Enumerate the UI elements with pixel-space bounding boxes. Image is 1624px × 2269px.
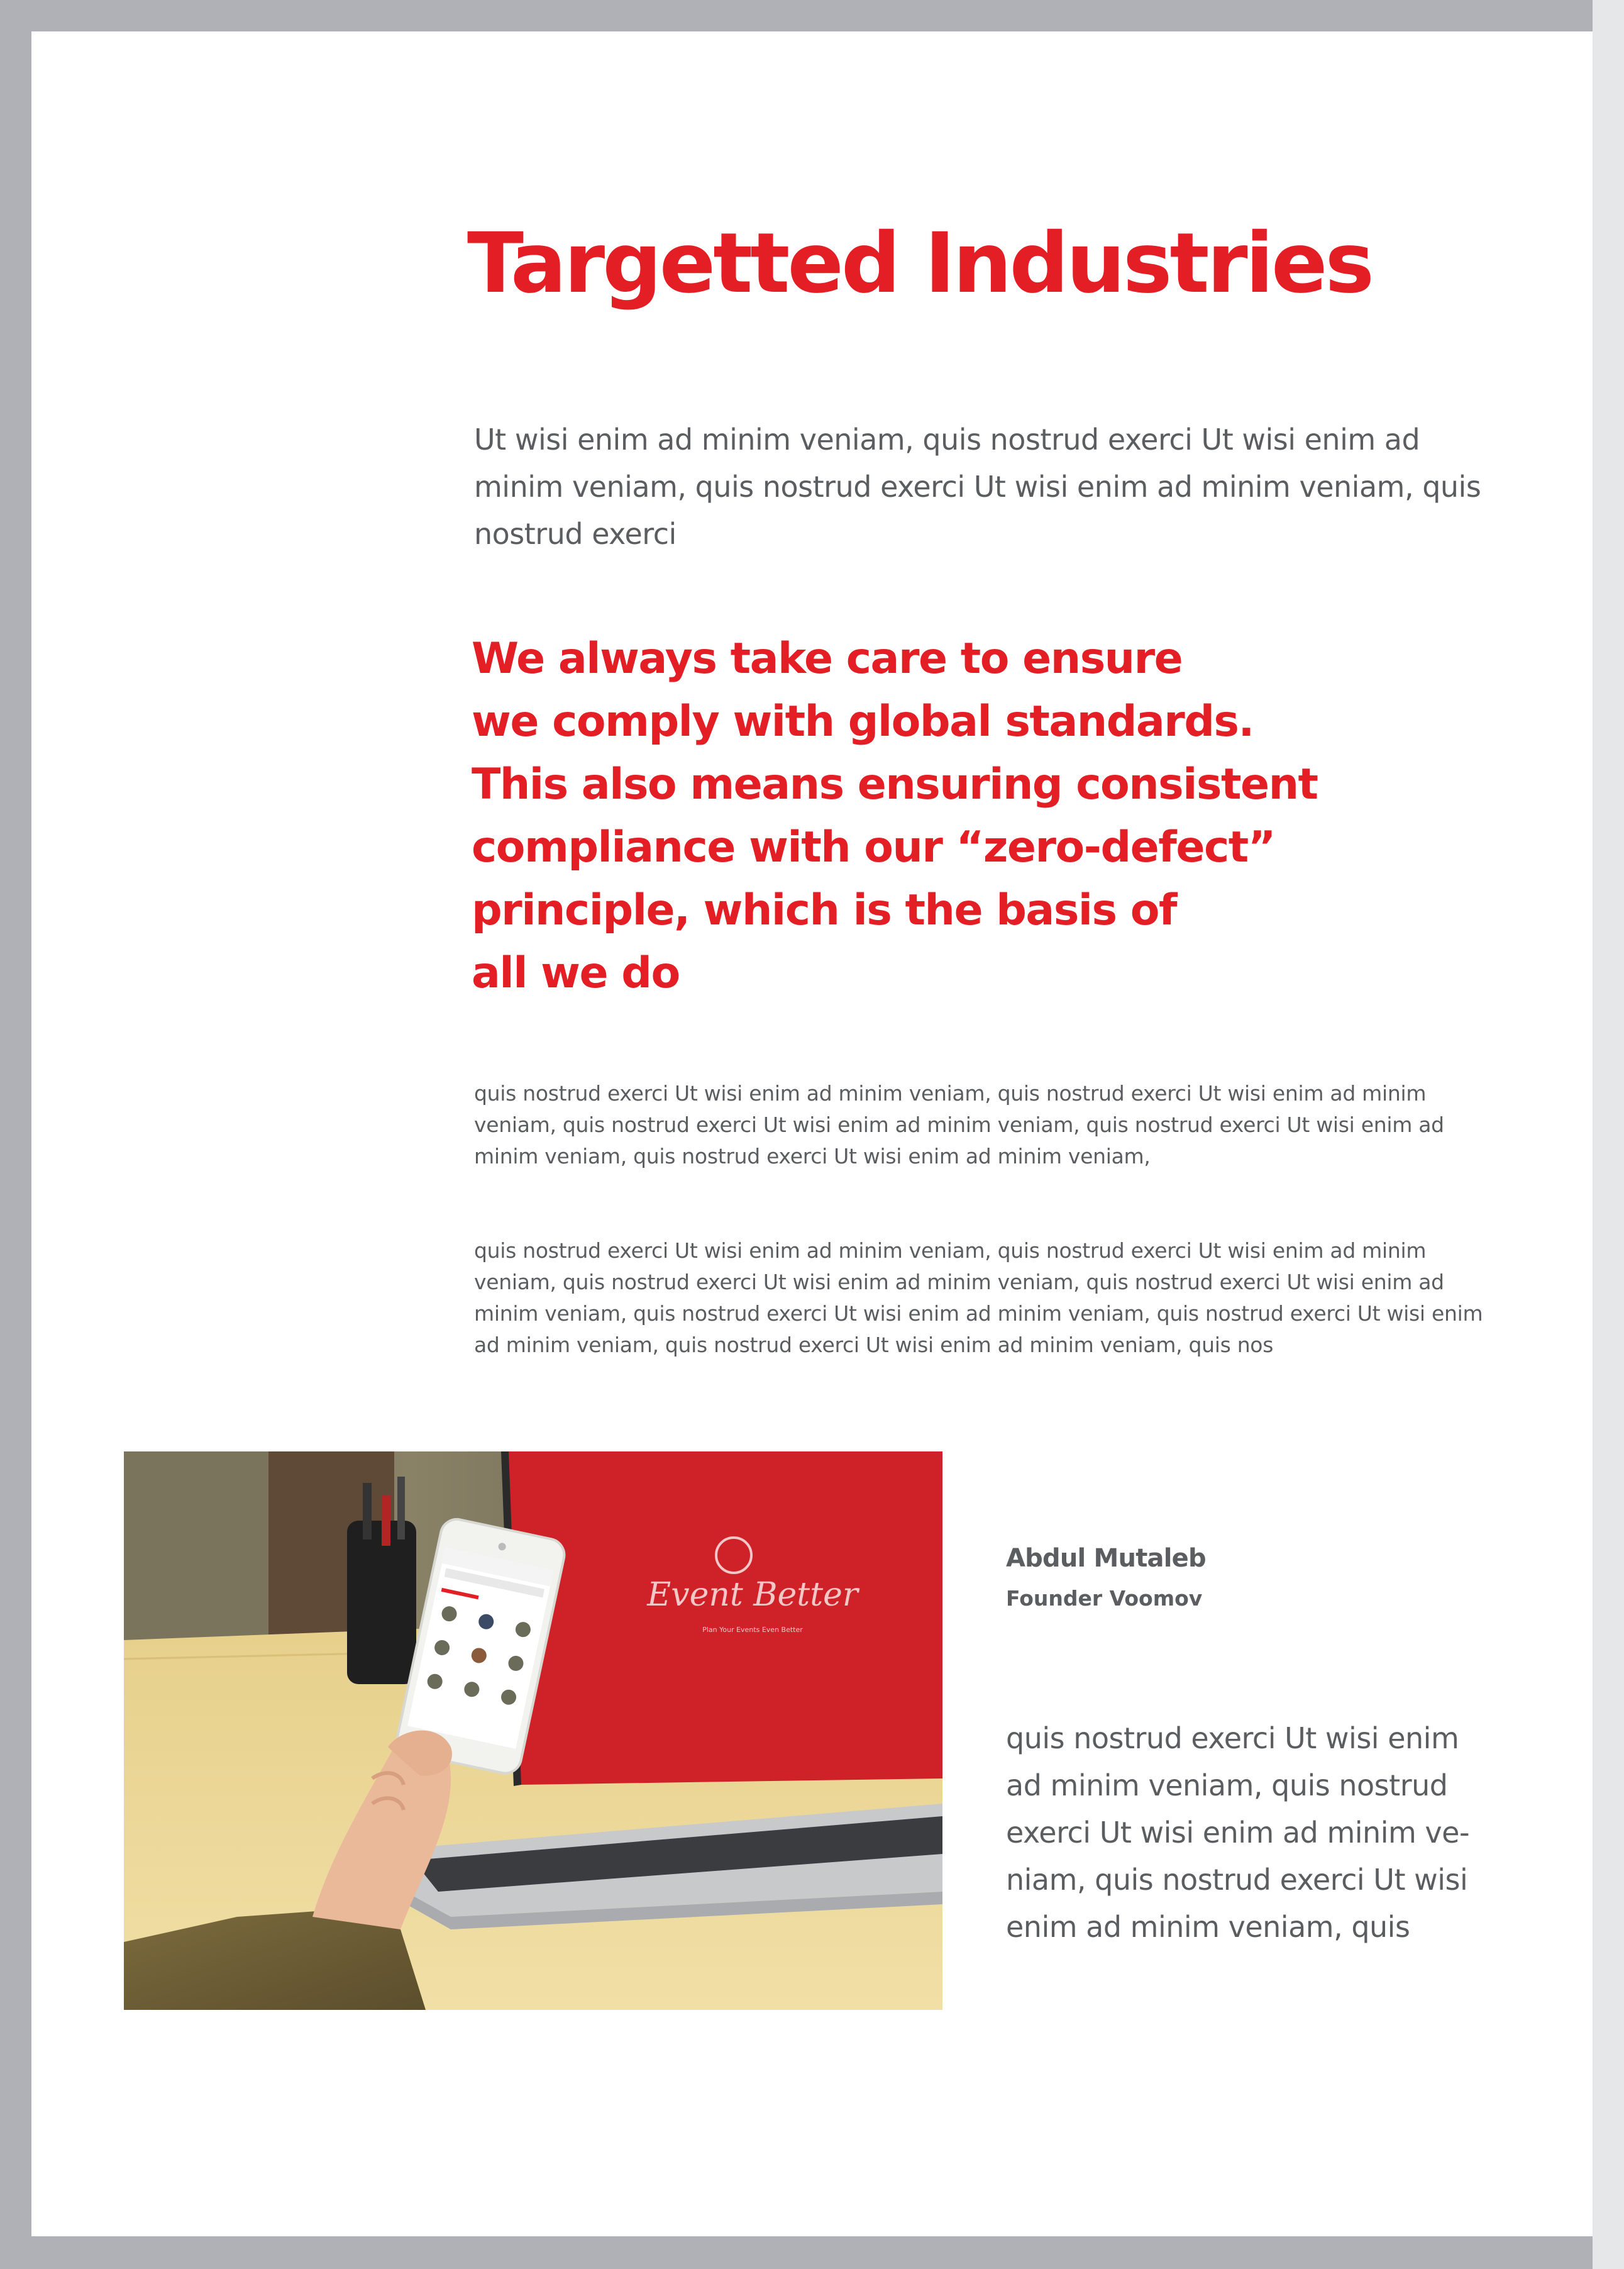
photo-illustration xyxy=(124,1451,942,2010)
quote-line: niam, quis nostrud exerci Ut wisi xyxy=(1006,1863,1468,1897)
statement-line: compliance with our “zero-defect” xyxy=(472,823,1275,872)
quote-line: quis nostrud exerci Ut wisi enim xyxy=(1006,1721,1459,1755)
scrollbar-track[interactable] xyxy=(1593,0,1624,2269)
highlight-statement xyxy=(472,628,1540,1005)
laptop-logo-text: Event Better xyxy=(647,1576,858,1614)
page-title: Targetted Industries xyxy=(467,215,1373,312)
author-role: Founder Voomov xyxy=(1006,1586,1203,1611)
photo-phone-laptop xyxy=(124,1451,942,2010)
laptop-tagline: Plan Your Events Even Better xyxy=(702,1626,803,1634)
quote-line: ad minim veniam, quis nostrud xyxy=(1006,1768,1448,1802)
statement-line: principle, which is the basis of xyxy=(472,885,1177,935)
document-page xyxy=(31,31,1593,2236)
author-name: Abdul Mutaleb xyxy=(1006,1544,1206,1573)
body-paragraph-1: quis nostrud exerci Ut wisi enim ad minim veniam, quis nostrud exerci Ut wisi enim ad minim veniam, quis nostrud exerci Ut wisi enim ad minim veniam, quis nostrud exerci Ut wisi enim ad minim veniam, quis nostrud exerci Ut wisi enim ad minim veniam, xyxy=(474,1081,1444,1168)
body-paragraph-2: quis nostrud exerci Ut wisi enim ad minim veniam, quis nostrud exerci Ut wisi enim ad minim veniam, quis nostrud exerci Ut wisi enim ad minim veniam, quis nostrud exerci Ut wisi enim ad minim veniam, quis nostrud exerci Ut wisi enim ad minim veniam, quis nostrud exerci Ut wisi enim ad minim veniam, quis nostrud exerci Ut wisi enim ad minim veniam, quis nos xyxy=(474,1238,1483,1357)
intro-paragraph: Ut wisi enim ad minim veniam, quis nostrud exerci Ut wisi enim ad minim veniam, quis nostrud exerci Ut wisi enim ad minim veniam, quis nostrud exerci xyxy=(474,423,1481,551)
statement-line: all we do xyxy=(472,948,680,998)
quote-line: enim ad minim veniam, quis xyxy=(1006,1910,1410,1944)
quote-line: exerci Ut wisi enim ad minim ve- xyxy=(1006,1816,1470,1850)
statement-line: we comply with global standards. xyxy=(472,697,1254,746)
author-quote xyxy=(1006,1715,1509,1951)
statement-line: This also means ensuring consistent xyxy=(472,760,1318,809)
statement-line: We always take care to ensure xyxy=(472,634,1183,684)
